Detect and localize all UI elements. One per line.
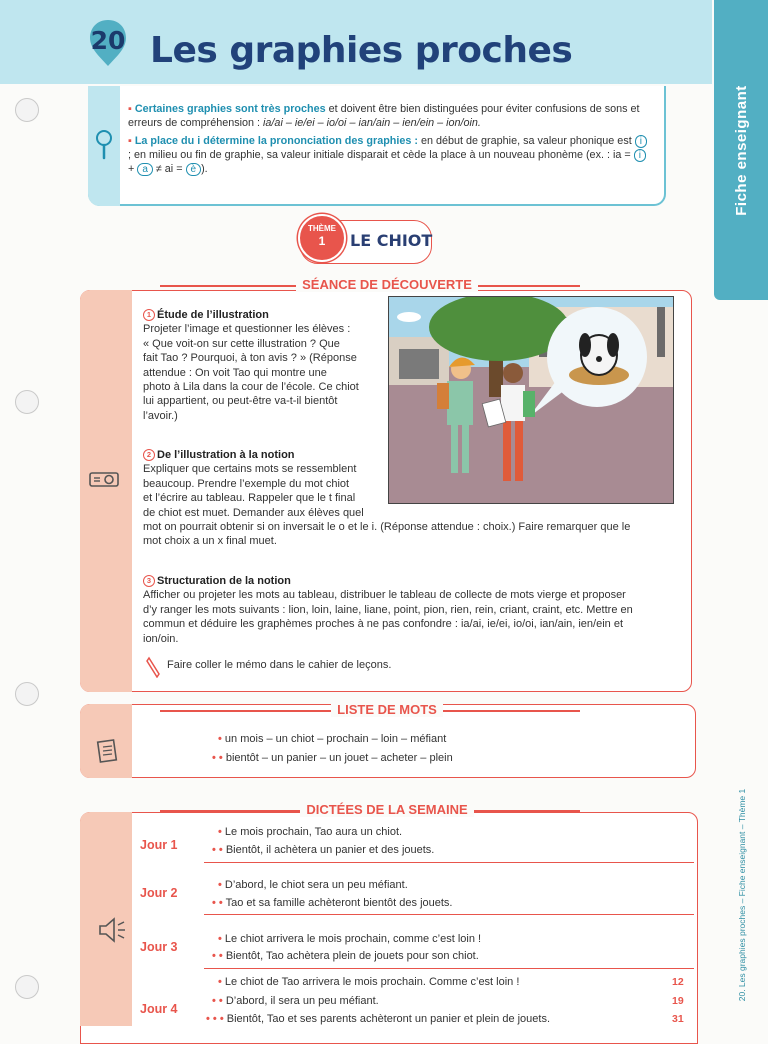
day-4-line-2: • • D’abord, il sera un peu méfiant. [212,995,379,1007]
binder-hole [15,682,39,706]
side-tab-label: Fiche enseignant [732,84,750,216]
step3-text: 3 Structuration de la notion Afficher ou projeter les mots au tableau, distribuer le tableau de collecte de mots vierge et proposer d’y ranger les mots suivants : lion, loin, laine, liane, point, pion, rien, rein, criant, craint, etc. Mettre en commun et déduire les graphèmes proches à ne pas confondre : ia/ai, ie/ei, io/oi, ian/ain, ien/ein et ion/oin. [143,575,633,645]
count-1: 12 [672,976,684,988]
pencil-icon [146,656,162,678]
binder-hole [15,98,39,122]
mots-line-2: • • bientôt – un panier – un jouet – acheter – plein [212,752,453,764]
day-1-line-2: • • Bientôt, il achètera un panier et des jouets. [212,844,435,856]
footer-label: 20. Les graphies proches – Fiche enseignant – Thème 1 [737,788,748,1002]
illustration-image [388,296,674,504]
speaker-icon [96,916,130,944]
theme-word: THÈME [308,224,336,233]
day-2-label: Jour 2 [140,886,178,900]
seance-side [80,290,132,692]
day-1-label: Jour 1 [140,838,178,852]
step2-text: 2 De l’illustration à la notion Expliquer que certains mots se ressemblent beaucoup. Prendre l’exemple du mot chiot et l’écrire au tableau. Rappeler que le t final de chiot est muet. Demander aux élèves quel mot on pourrait obtenir si on inversait le o et le i. (Réponse attendue : choix.) Faire remarquer que le mot choix a un x final muet. [143,449,631,548]
count-3: 31 [672,1013,684,1025]
dictees-heading: DICTÉES DE LA SEMAINE [300,802,473,817]
day-3-label: Jour 3 [140,940,178,954]
day-4-line-1: • Le chiot de Tao arrivera le mois prochain. Comme c’est loin ! [218,976,520,988]
day-4-label: Jour 4 [140,1002,178,1016]
theme-label: LE CHIOT [350,231,433,250]
day-1-line-1: • Le mois prochain, Tao aura un chiot. [218,826,403,838]
magnifier-icon [94,128,116,162]
step1-text: 1 Étude de l’illustration Projeter l’image et questionner les élèves : « Que voit-on sur cette illustration ? Que fait Tao ? Pourquoi, à ton avis ? » (Réponse attendue : On voit Tao qui montre une photo à Lila dans la cour de l’école. Ce chiot lui appartient, ou peut-être va-t-il bientôt l’avoir.) [143,309,359,422]
day-3-line-2: • • Bientôt, Tao achètera plein de jouets pour son chiot. [212,950,479,962]
seance-heading: SÉANCE DE DÉCOUVERTE [296,277,478,292]
binder-hole [15,975,39,999]
day-3-line-1: • Le chiot arrivera le mois prochain, comme c’est loin ! [218,933,482,945]
day-4-line-3: • • • Bientôt, Tao et ses parents achèteront un panier et plein de jouets. [206,1013,551,1025]
lesson-number: 20 [90,26,126,55]
projector-icon [88,470,120,490]
binder-hole [15,390,39,414]
day-2-line-2: • • Tao et sa famille achèteront bientôt des jouets. [212,897,453,909]
page-title: Les graphies proches [150,30,573,71]
count-2: 19 [672,995,684,1007]
mots-heading: LISTE DE MOTS [331,702,443,717]
theme-number: 1 [318,234,326,248]
memo-text: Faire coller le mémo dans le cahier de leçons. [167,659,392,671]
info-text: ▪ Certaines graphies sont très proches et doivent être bien distinguées pour éviter confusions de sons et erreurs de compréhension : ia/ai – ie/ei – io/oi – ian/ain – ien/ein – ion/oin. ▪ La place du i détermine la prononciation des graphies : en début de graphie, sa valeur phonique est i ; en milieu ou fin de graphie, sa valeur initiale disparait et cède la place à un nouveau phonème (ex. : ia = i + a ≠ ai = è ). [128,102,648,180]
mots-line-1: • un mois – un chiot – prochain – loin – méfiant [218,733,447,745]
notes-icon [96,738,120,764]
day-2-line-1: • D’abord, le chiot sera un peu méfiant. [218,879,408,891]
